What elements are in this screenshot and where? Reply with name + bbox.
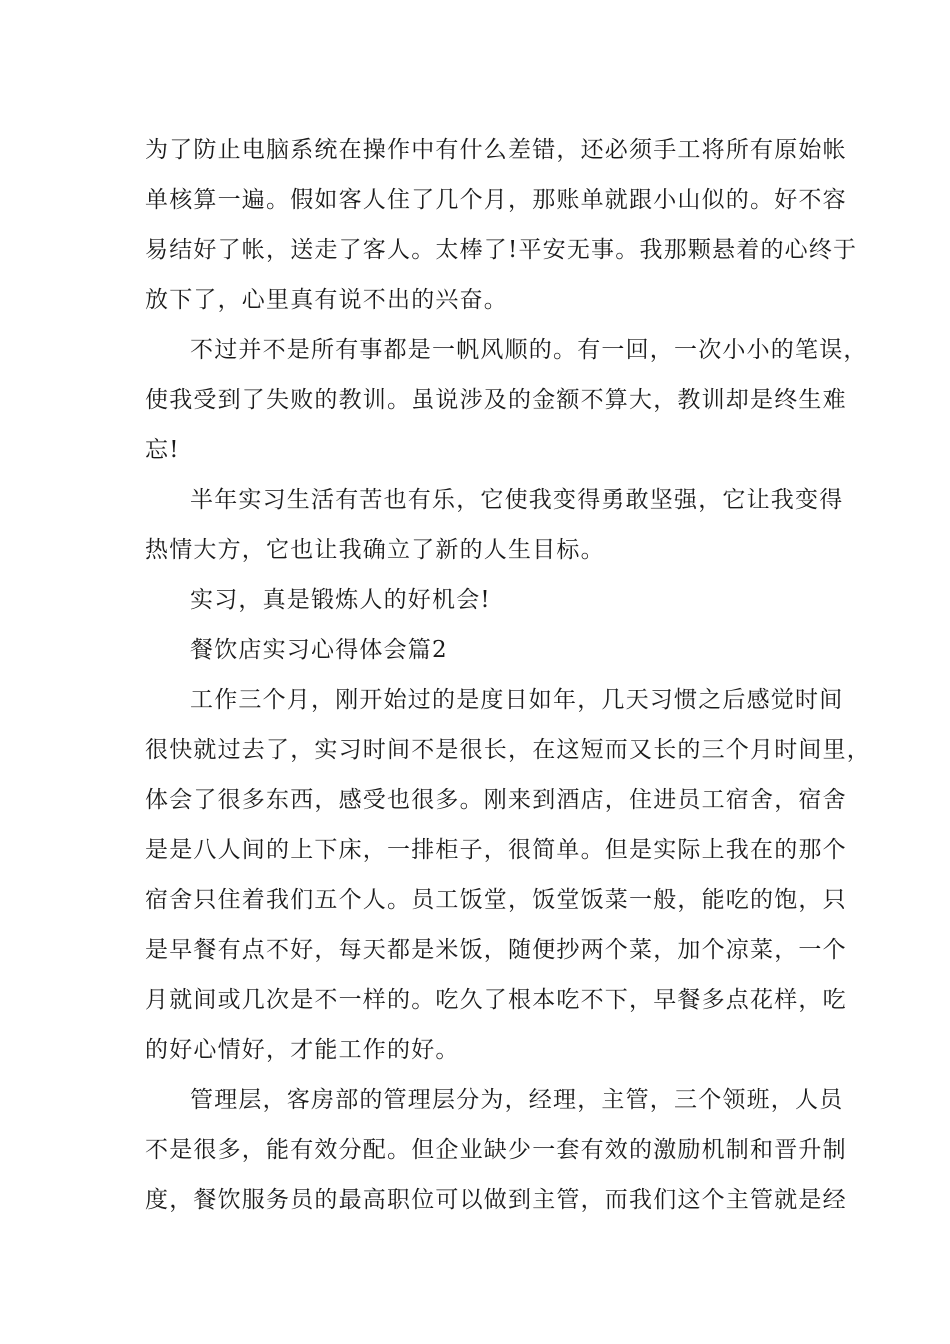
text-line: 放下了，心里真有说不出的兴奋。 [145, 287, 508, 313]
text-line: 易结好了帐，送走了客人。太棒了!平安无事。我那颗悬着的心终于 [145, 237, 858, 263]
text-line: 体会了很多东西，感受也很多。刚来到酒店，住进员工宿舍，宿舍 [145, 787, 847, 813]
paragraph-first-line: 半年实习生活有苦也有乐，它使我变得勇敢坚强，它让我变得 [190, 487, 844, 513]
text-line: 使我受到了失败的教训。虽说涉及的金额不算大，教训却是终生难 [145, 387, 847, 413]
text-line: 热情大方，它也让我确立了新的人生目标。 [145, 537, 605, 563]
text-line: 忘! [145, 437, 180, 463]
paragraph-first-line: 管理层，客房部的管理层分为，经理，主管，三个领班，人员 [190, 1087, 844, 1113]
text-line: 为了防止电脑系统在操作中有什么差错，还必须手工将所有原始帐 [145, 137, 847, 163]
text-line: 宿舍只住着我们五个人。员工饭堂，饭堂饭菜一般，能吃的饱，只 [145, 887, 847, 913]
text-line: 月就间或几次是不一样的。吃久了根本吃不下，早餐多点花样，吃 [145, 987, 847, 1013]
text-line: 很快就过去了，实习时间不是很长，在这短而又长的三个月时间里， [145, 737, 871, 763]
text-line: 的好心情好，才能工作的好。 [145, 1037, 460, 1063]
paragraph-first-line: 工作三个月，刚开始过的是度日如年，几天习惯之后感觉时间 [190, 687, 844, 713]
text-line: 是早餐有点不好，每天都是米饭，随便抄两个菜，加个凉菜，一个 [145, 937, 847, 963]
paragraph-first-line: 不过并不是所有事都是一帆风顺的。有一回，一次小小的笔误， [190, 337, 868, 363]
paragraph-first-line: 实习，真是锻炼人的好机会! [190, 587, 491, 613]
section-heading: 餐饮店实习心得体会篇2 [190, 637, 448, 663]
text-line: 度，餐饮服务员的最高职位可以做到主管，而我们这个主管就是经 [145, 1187, 847, 1213]
text-line: 不是很多，能有效分配。但企业缺少一套有效的激励机制和晋升制 [145, 1137, 847, 1163]
text-line: 单核算一遍。假如客人住了几个月，那账单就跟小山似的。好不容 [145, 187, 847, 213]
text-line: 是是八人间的上下床，一排柜子，很简单。但是实际上我在的那个 [145, 837, 847, 863]
